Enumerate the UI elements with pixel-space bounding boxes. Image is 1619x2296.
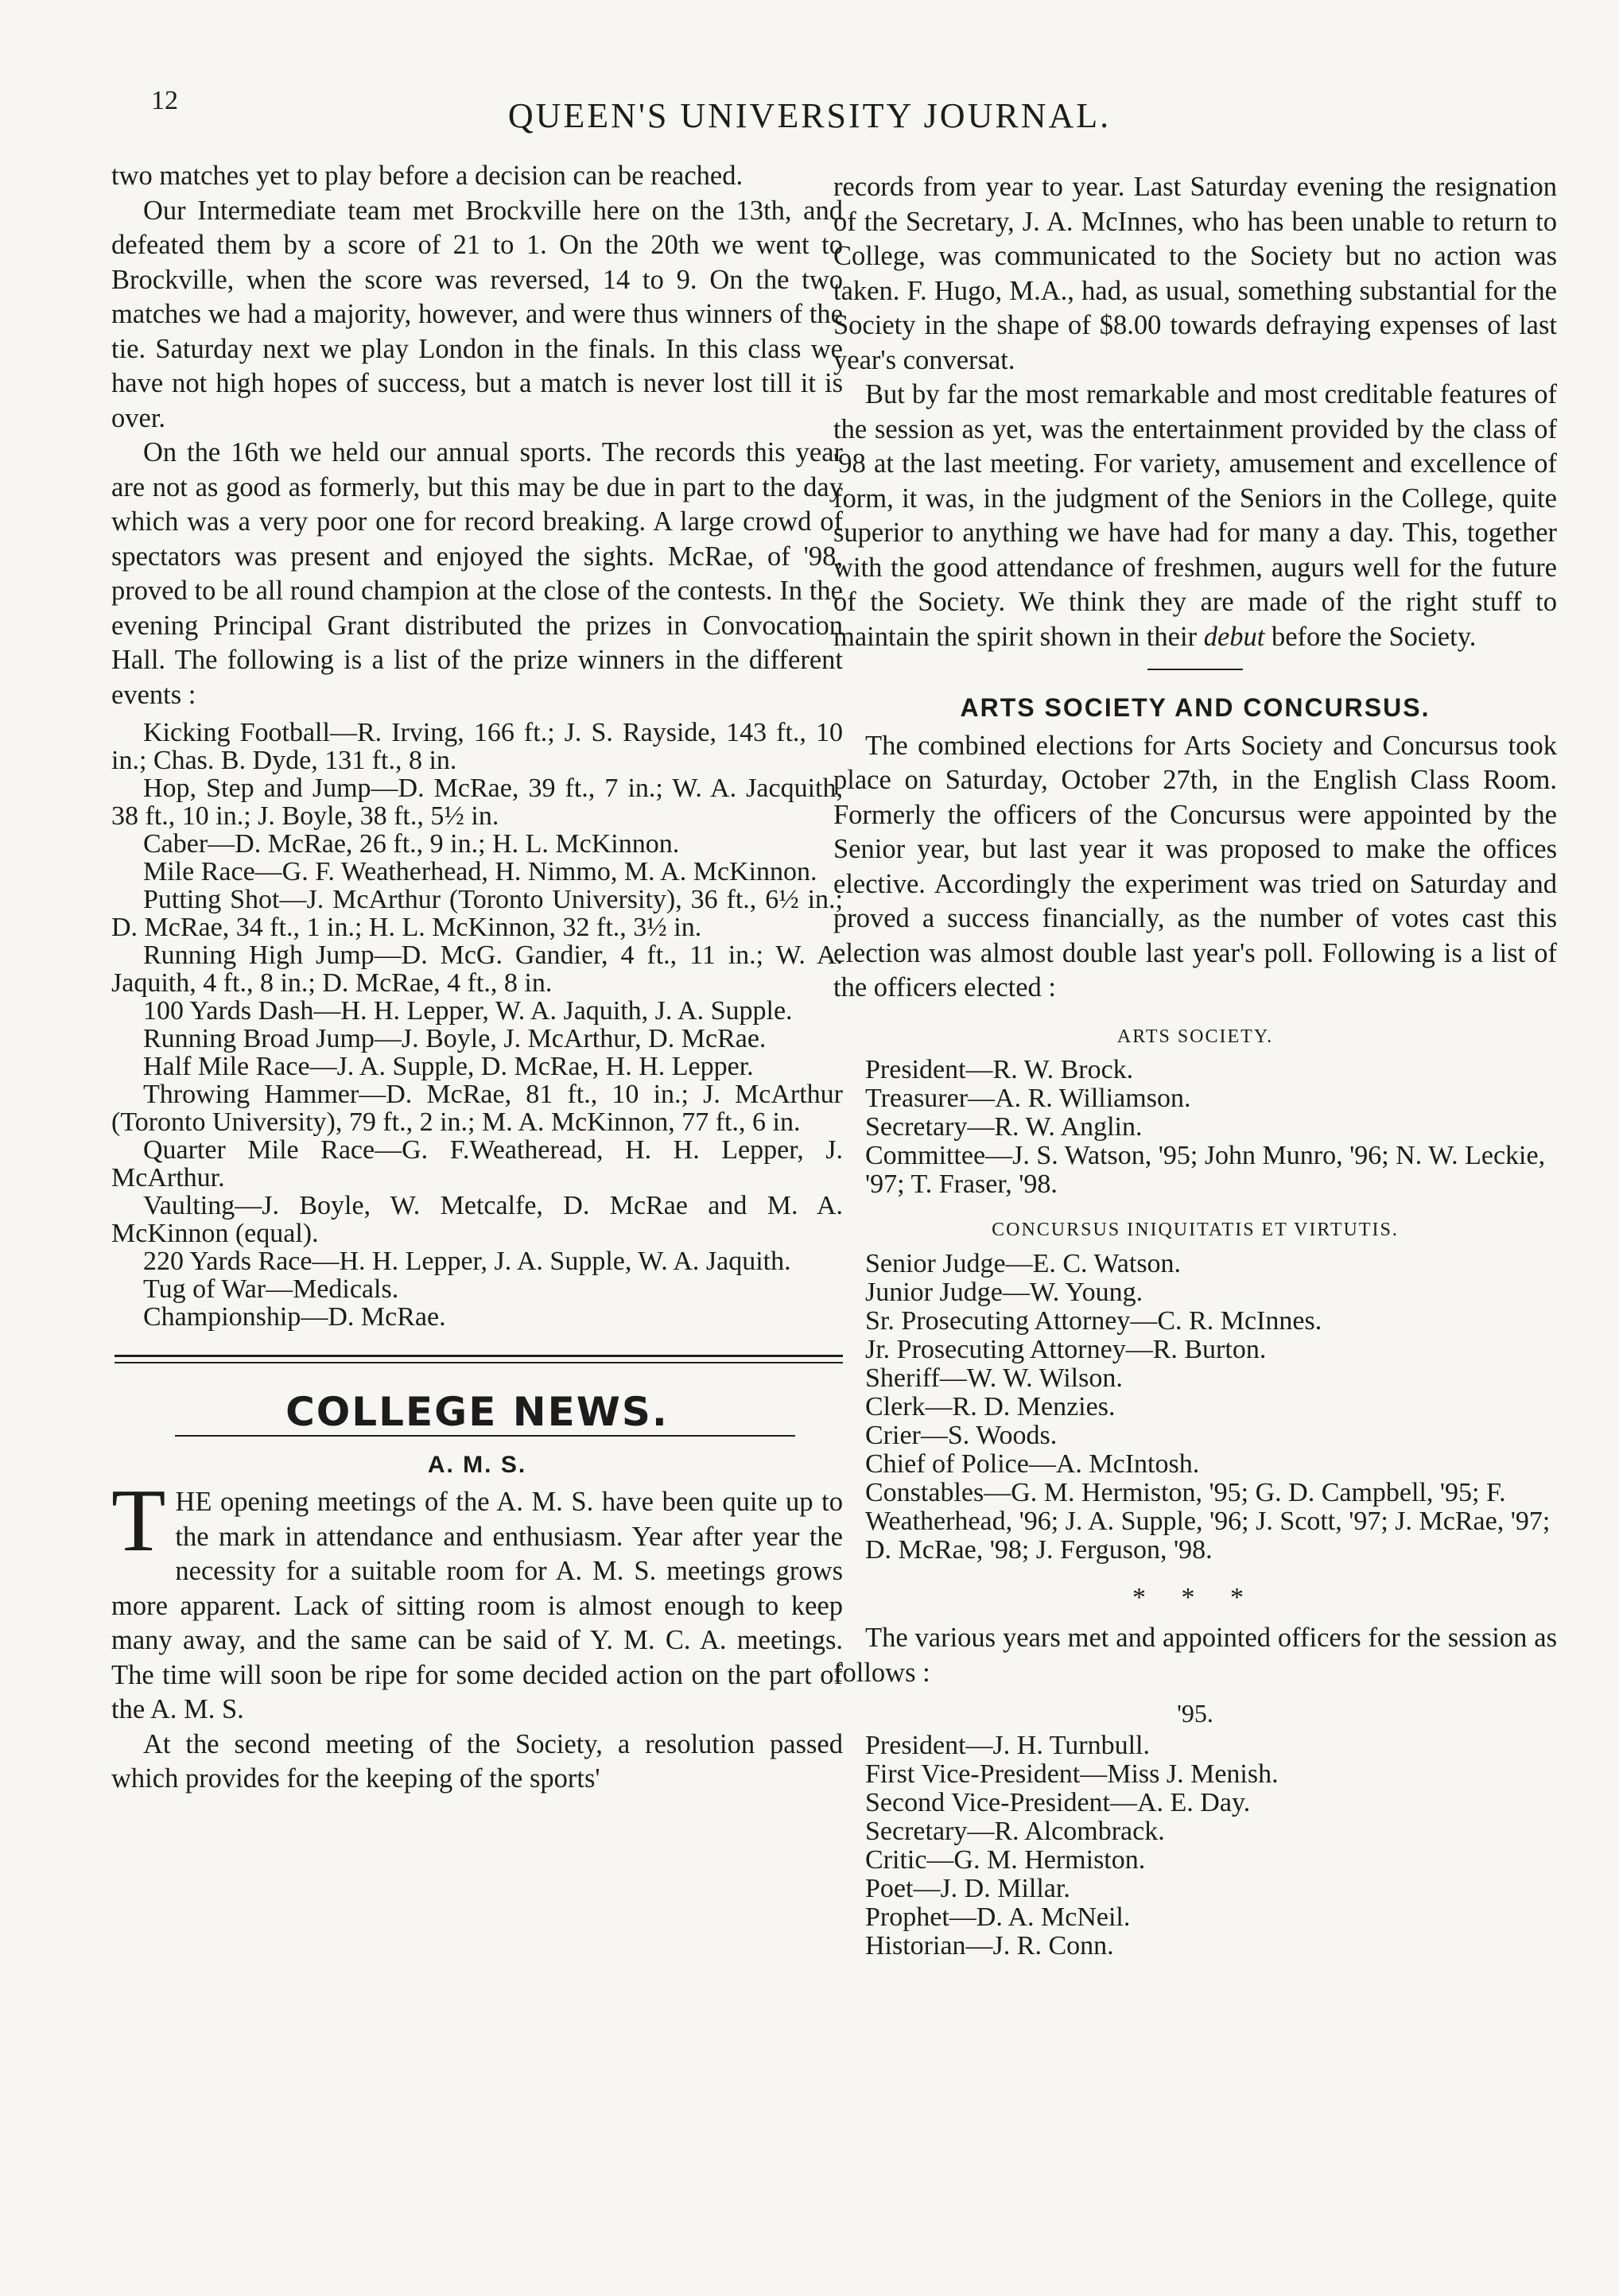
college-news-heading: COLLEGE NEWS. (285, 1389, 669, 1435)
officer-item: President—J. H. Turnbull. (865, 1730, 1150, 1760)
sports-records-paragraph: records from year to year. Last Saturday evening the resignation of the Secretary, J. A. McInnes, who has been unable to return to College, was communicated to the Society but no action was taken. F. Hugo, M.A., had, as usual, something substantial for the Society in the shape of $8.00 towards defraying expenses of last year's conversat. (833, 172, 1557, 375)
officer-item: Clerk—R. D. Menzies. (865, 1391, 1116, 1421)
ams-heading: A. M. S. (427, 1451, 527, 1478)
asterism-divider: * * * (1132, 1582, 1258, 1612)
prize-item: Throwing Hammer—D. McRae, 81 ft., 10 in.; J. McArthur (Toronto University), 79 ft., 2 in.; M. A. McKinnon, 77 ft., 6 in. (111, 1080, 843, 1137)
officer-item: Sheriff—W. W. Wilson. (865, 1363, 1123, 1393)
officer-item: Jr. Prosecuting Attorney—R. Burton. (865, 1334, 1267, 1364)
journal-title: QUEEN'S UNIVERSITY JOURNAL. (507, 96, 1112, 135)
arts-society-label: ARTS SOCIETY. (1116, 1026, 1274, 1047)
concursus-label: CONCURSUS INIQUITATIS ET VIRTUTIS. (992, 1220, 1399, 1240)
officer-item: Senior Judge—E. C. Watson. (865, 1248, 1182, 1278)
officer-item: Prophet—D. A. McNeil. (865, 1902, 1131, 1932)
prize-item: Vaulting—J. Boyle, W. Metcalfe, D. McRae and M. A. McKinnon (equal). (111, 1191, 843, 1248)
prize-item: Hop, Step and Jump—D. McRae, 39 ft., 7 in.; W. A. Jacquith, 38 ft., 10 in.; J. Boyle, 38 ft., 5½ in. (111, 774, 843, 831)
year-95-label: '95. (1177, 1699, 1213, 1728)
prize-item: Half Mile Race—J. A. Supple, D. McRae, H. H. Lepper. (143, 1052, 754, 1081)
arts-officers-list (865, 1056, 1557, 1199)
section-divider (115, 1355, 843, 1363)
officer-item: Secretary—R. W. Anglin. (865, 1112, 1143, 1142)
page-header (0, 0, 1619, 159)
drop-cap-letter: T (111, 1472, 166, 1570)
entertainment-text: But by far the most remarkable and most creditable features of the session as yet, was the entertainment provided by the class of '98 at the last meeting. For variety, amusement and excellence of form, it was, in the judgment of the Seniors in the College, quite superior to anything we have had for many a day. This, together with the good attendance of freshmen, augurs well for the future of the Society. We think they are made of the right stuff to maintain the spirit shown in their (833, 379, 1557, 652)
arts-society-heading: ARTS SOCIETY AND CONCURSUS. (960, 693, 1431, 722)
officer-item: Committee—J. S. Watson, '95; John Munro, '96; N. W. Leckie, '97; T. Fraser, '98. (865, 1141, 1546, 1199)
officer-item: Critic—G. M. Hermiston. (865, 1844, 1146, 1875)
prize-item: Putting Shot—J. McArthur (Toronto University), 36 ft., 6½ in.; D. McRae, 34 ft., 1 in.; H. L. McKinnon, 32 ft., 3½ in. (111, 885, 843, 942)
ams-paragraph-text: HE opening meetings of the A. M. S. have been quite up to the mark in attendance and enthusiasm. Year after year the necessity for a suitable room for A. M. S. meetings grows more apparent. Lack of sitting room is almost enough to keep many away, and the same can be said of Y. M. C. A. meetings. The time will soon be ripe for some decided action on the part of the A. M. S. (111, 1487, 843, 1724)
right-column (833, 170, 1557, 1961)
years-officers-paragraph: The various years met and appointed officers for the session as follows : (833, 1623, 1557, 1688)
officer-item: Treasurer—A. R. Williamson. (865, 1084, 1191, 1113)
prize-winners-list (111, 719, 843, 1331)
prize-item: Championship—D. McRae. (143, 1302, 446, 1332)
entertainment-text-end: before the Society. (1271, 621, 1477, 652)
ams-second-meeting-paragraph: At the second meeting of the Society, a resolution passed which provides for the keeping of the sports' (111, 1728, 843, 1794)
officer-item: Constables—G. M. Hermiston, '95; G. D. Campbell, '95; F. Weatherhead, '96; J. A. Supple, '96; J. Scott, '97; J. McRae, '97; D. McRae, '98; J. Ferguson, '98. (865, 1477, 1551, 1565)
arts-elections-paragraph: The combined elections for Arts Society and Concursus took place on Saturday, October 27th, in the English Class Room. Formerly the officers of the Concursus were appointed by the Senior year, but last year it was proposed to make the offices elective. Accordingly the experiment was tried on Saturday and proved a success financially, as the number of votes cast this election was almost double last year's poll. Following is a list of the officers elected : (833, 730, 1557, 1003)
concursus-officers-list (865, 1250, 1557, 1565)
prize-item: Quarter Mile Race—G. F.Weatheread, H. H. Lepper, J. McArthur. (111, 1135, 843, 1193)
officer-item: Historian—J. R. Conn. (865, 1930, 1114, 1961)
prize-item: Caber—D. McRae, 26 ft., 9 in.; H. L. McKinnon. (143, 829, 680, 859)
prize-item: 100 Yards Dash—H. H. Lepper, W. A. Jaquith, J. A. Supple. (143, 996, 793, 1026)
officer-item: Chief of Police—A. McIntosh. (865, 1449, 1200, 1479)
officer-item: Crier—S. Woods. (865, 1420, 1058, 1450)
annual-sports-paragraph: On the 16th we held our annual sports. The records this year are not as good as formerly, but this may be due in part to the day which was a very poor one for record breaking. A large crowd of spectators was present and enjoyed the sights. McRae, of '98, proved to be all round champion at the close of the contests. In the evening Principal Grant distributed the prizes in Convocation Hall. The following is a list of the prize winners in the different events : (111, 437, 843, 710)
prize-item: Kicking Football—R. Irving, 166 ft.; J. S. Rayside, 143 ft., 10 in.; Chas. B. Dyde, 131 ft., 8 in. (111, 718, 843, 775)
year-95-officers-list (865, 1732, 1557, 1961)
officer-item: President—R. W. Brock. (865, 1055, 1134, 1084)
prize-item: Tug of War—Medicals. (143, 1274, 399, 1304)
intermediate-team-paragraph: Our Intermediate team met Brockville here on the 13th, and defeated them by a score of 21 to 1. On the 20th we went to Brockville, when the score was reversed, 14 to 9. On the two matches we had a majority, however, and were thus winners of the tie. Saturday next we play London in the finals. In this class we have not high hopes of success, but a match is never lost till it is over. (111, 195, 843, 433)
officer-item: Junior Judge—W. Young. (865, 1277, 1143, 1307)
prize-item: 220 Yards Race—H. H. Lepper, J. A. Supple, W. A. Jaquith. (143, 1247, 791, 1276)
officer-item: Secretary—R. Alcombrack. (865, 1816, 1165, 1846)
short-divider (1147, 669, 1243, 670)
officer-item: Sr. Prosecuting Attorney—C. R. McInnes. (865, 1305, 1322, 1336)
prize-item: Mile Race—G. F. Weatherhead, H. Nimmo, M. A. McKinnon. (143, 857, 817, 886)
page-number: 12 (151, 86, 178, 115)
prize-item: Running High Jump—D. McG. Gandier, 4 ft., 11 in.; W. A. Jaquith, 4 ft., 8 in.; D. McRae, 4 ft., 8 in. (111, 941, 843, 998)
officer-item: Poet—J. D. Millar. (865, 1873, 1070, 1903)
left-column (111, 159, 843, 1797)
entertainment-paragraph (833, 378, 1557, 654)
officer-item: First Vice-President—Miss J. Menish. (865, 1759, 1279, 1789)
debut-italic: debut (1203, 621, 1265, 652)
prize-item: Running Broad Jump—J. Boyle, J. McArthur, D. McRae. (143, 1024, 767, 1053)
continued-paragraph: two matches yet to play before a decision can be reached. (111, 161, 743, 191)
officer-item: Second Vice-President—A. E. Day. (865, 1787, 1251, 1817)
ams-opening-paragraph (111, 1472, 843, 1728)
